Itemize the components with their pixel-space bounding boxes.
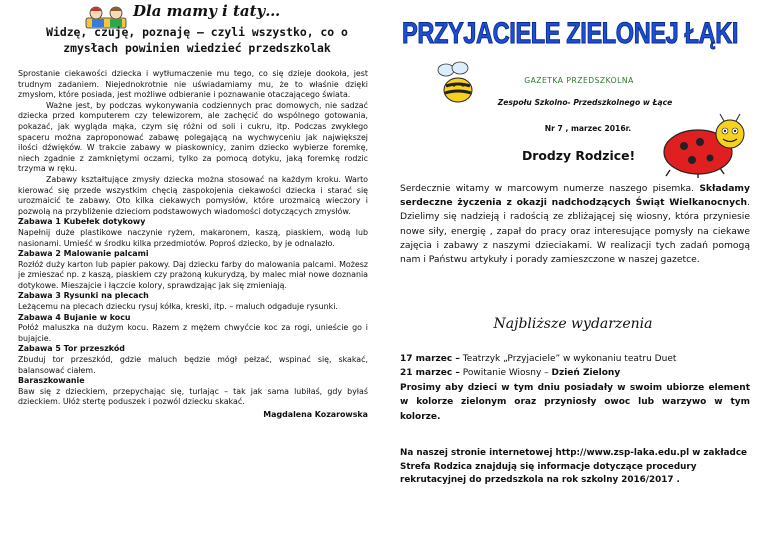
article-paragraph: Zabawy kształtujące zmysły dziecka można stosować na każdym kroku. Warto kierować się przede wszystkim chęcią zaspokojenia ciekawości dziecka i starać się urozmaicić te zabawy. Oto kilka ciekawych pomysłów, które urozmaicą wieczory i pozwolą na przybliżenie dzieciom podstawowych wiadomości dotyczących zmysłów.: [18, 174, 368, 216]
event-date: 17 marzec –: [400, 354, 460, 364]
event-text: Teatrzyk „Przyjaciele” w wykonaniu teatru Duet: [459, 354, 677, 364]
event-date: 21 marzec –: [400, 368, 460, 379]
game-text: Baw się z dzieckiem, przepychając się, turlając – tak jak sama lubiłaś, gdy byłaś dzieckiem. Ułóż stertę poduszek i pozwól dziecku skakać.: [18, 386, 368, 407]
section-header: Dla mamy i taty…: [133, 2, 281, 20]
game-title: Zabawa 3 Rysunki na plecach: [18, 291, 149, 301]
issue-number: Nr 7 , marzec 2016r.: [544, 124, 632, 133]
event-item: [400, 366, 750, 380]
events-heading: Najbliższe wydarzenia: [493, 316, 653, 332]
game-title: Zabawa 4 Bujanie w kocu: [18, 312, 131, 322]
article-paragraph: Sprostanie ciekawości dziecka i wytłumaczenie mu tego, co się dzieje dookoła, jest trudnym zadaniem. Niejednokrotnie nie uświadamiamy mu, że to właśnie dzięki zmysłom, które posiada, jest możliwe odbieranie i poznawanie otaczającego świata.: [18, 69, 368, 100]
greeting-heading: Drodzy Rodzice!: [522, 148, 636, 163]
article-paragraph: Ważne jest, by podczas wykonywania codziennych prac domowych, nie sadzać dziecka przed komputerem czy telewizorem, ale zachęcić do wspólnego gotowania, pokazać, jak wygląda mąka, czym się różni od soli i cukru, itp. Podczas zwykłego spaceru można zaproponować zabawę polegającą na wychwyceniu jak największej ilości dźwięków. W trakcie zabawy w piaskownicy, zanim dziecko wybierze foremkę, niech zgadnie z zamkniętymi oczami, tylko za pomocą dotyku, jaką foremkę rodzic trzyma w ręku.: [18, 100, 368, 174]
newsletter-label: GAZETKA PRZEDSZKOLNA: [524, 76, 634, 85]
game-title: Zabawa 2 Malowanie palcami: [18, 249, 149, 259]
article-body: [18, 69, 368, 421]
game-text: Napełnij duże plastikowe naczynie ryżem, makaronem, kaszą, piaskiem, wodą lub nasionami. Umieść w środku kilka przedmiotów. Poproś dziecko, by je odnalazło.: [18, 227, 368, 248]
event-note: Prosimy aby dzieci w tym dniu posiadały w swoim ubiorze element w kolorze zielonym oraz przyniosły owoc lub warzywo w tym kolorze.: [400, 382, 750, 422]
event-highlight: Dzień Zielony: [551, 368, 621, 379]
left-column: [18, 0, 368, 543]
event-text: Powitanie Wiosny –: [459, 368, 552, 379]
letter-text: . Dzielimy się nadzieją i radością ze zbliżającej się wiosny, która przyniesie nowe siły, energię , zapał do pracy oraz interesujące pomysły na ciekawe zajęcia i zabawy z naszymi dzieciakami. W realizacji tych zadań pomogą nam i Państwu artykuły i porady zamieszczone w naszej gazetce.: [400, 197, 750, 266]
game-title: Baraszkowanie: [18, 376, 85, 386]
game-text: Rozłóż duży karton lub papier pakowy. Daj dziecku farby do malowania palcami. Możesz je zmieszać np. z kaszą, piaskiem czy prażoną kukurydzą, by malec miał nowe doznania dotykowe. Mieszajcie i łączcie kolory, sprawdzając jak się zmieniają.: [18, 259, 368, 290]
website-notice: Na naszej stronie internetowej http://www.zsp-laka.edu.pl w zakładce Strefa Rodzica znajdują się informacje dotyczące procedury rekrutacyjnej do przedszkola na rok szkolny 2016/2017 .: [400, 448, 747, 486]
masthead-text: PRZYJACIELE ZIELONEJ ŁĄKI: [402, 17, 738, 50]
events-list: [400, 352, 750, 424]
event-item: [400, 352, 750, 366]
game-text: Połóż maluszka na dużym kocu. Razem z mężem chwyćcie koc za rogi, unieście go i bujajcie.: [18, 323, 368, 343]
bee-icon: [432, 58, 482, 108]
letter-text: Serdecznie witamy w marcowym numerze naszego pisemka.: [400, 183, 700, 194]
article-title: Widzę, czuję, poznaję – czyli wszystko, co o zmysłach powinien wiedzieć przedszkolak: [46, 25, 348, 55]
school-name: Zespołu Szkolno- Przedszkolnego w Łące: [497, 98, 673, 107]
letter-wishes: Składamy serdeczne życzenia z okazji nadchodzących Świąt Wielkanocnych: [400, 183, 750, 209]
game-text: Leżącemu na plecach dziecku rysuj kółka, kreski, itp. – maluch odgaduje rysunki.: [18, 302, 338, 312]
welcome-letter: [400, 182, 750, 267]
right-column: [392, 0, 754, 543]
ladybug-icon: [658, 112, 748, 178]
masthead-title: [400, 10, 740, 52]
game-title: Zabawa 5 Tor przeszkód: [18, 344, 125, 354]
author-signature: Magdalena Kozarowska: [263, 410, 368, 419]
game-text: Zbuduj tor przeszkód, gdzie maluch będzie mógł pełzać, wspinać się, skakać, balansować ciałem.: [18, 355, 368, 375]
game-title: Zabawa 1 Kubełek dotykowy: [18, 217, 146, 227]
